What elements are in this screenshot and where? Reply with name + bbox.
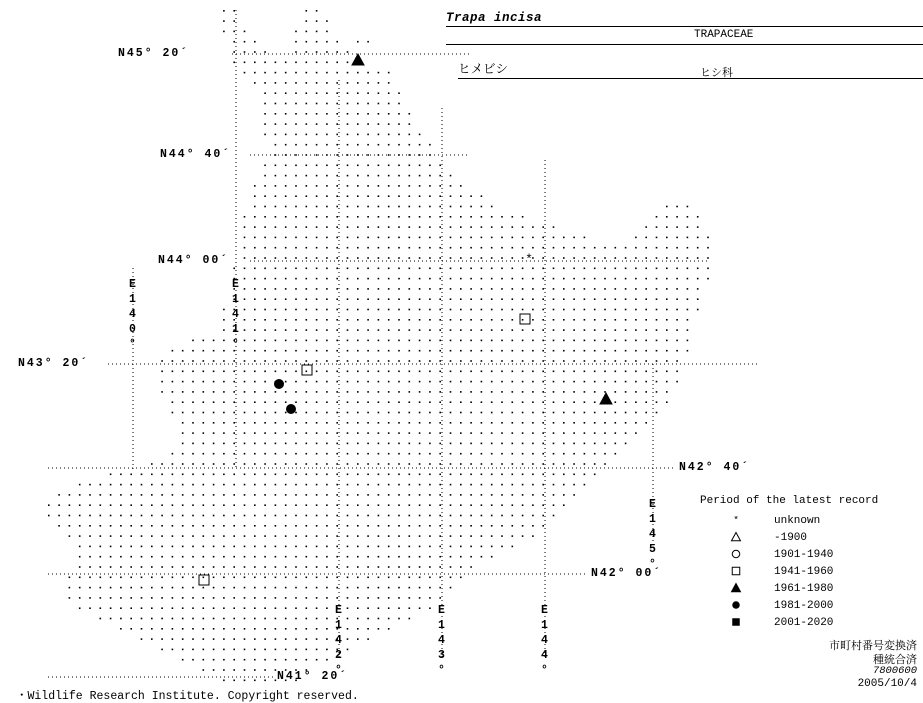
legend-label-unknown: unknown: [774, 515, 821, 527]
lon-label-e145: E145°: [646, 498, 659, 573]
legend-label-1981-2000: 1981-2000: [774, 600, 834, 612]
species-scientific-name: Trapa incisa: [446, 11, 543, 25]
legend-label-1901-1940: 1901-1940: [774, 549, 834, 561]
legend-symbol-filled-square-marker: [732, 618, 740, 626]
record-filled-circle-marker: [286, 404, 296, 414]
lat-label-n4120: N41° 20´: [277, 670, 349, 683]
copyright-notice: ・Wildlife Research Institute. Copyright reserved.: [16, 690, 359, 703]
lon-label-e143: E143°: [435, 604, 448, 679]
lon-label-e140: E140°: [126, 278, 139, 353]
legend-label-2001-2020: 2001-2020: [774, 617, 834, 629]
family-japanese-name: ヒシ科: [700, 66, 733, 79]
legend-label-1961-1980: 1961-1980: [774, 583, 834, 595]
legend-symbol-open-triangle-marker: [732, 533, 741, 541]
family-latin-name: TRAPACEAE: [694, 29, 754, 41]
legend-label-1941-1960: 1941-1960: [774, 566, 834, 578]
legend-label-pre1900: -1900: [774, 532, 808, 544]
legend-symbol-filled-triangle-marker: [732, 584, 741, 592]
record-filled-triangle-marker: [600, 393, 612, 404]
footer-note-2: 種統合済: [873, 653, 917, 666]
header-rule-1: [446, 26, 923, 27]
footer-note-1: 市町村番号変換済: [829, 639, 917, 652]
lat-label-n4440: N44° 40´: [160, 148, 232, 161]
record-filled-circle-marker: [274, 379, 284, 389]
footer-date: 2005/10/4: [857, 678, 917, 690]
record-filled-triangle-marker: [352, 54, 364, 65]
legend-title: Period of the latest record: [700, 495, 879, 507]
legend-symbol-filled-circle-marker: [732, 601, 740, 609]
lon-label-e141: E141°: [229, 278, 242, 353]
header-rule-2: [446, 44, 923, 45]
legend-symbol-open-square-marker: [732, 567, 740, 575]
lon-label-e144: E144°: [538, 604, 551, 679]
legend-symbol-open-circle-marker: [732, 550, 740, 558]
legend-box: [726, 515, 916, 629]
lat-label-n4320: N43° 20´: [18, 357, 90, 370]
record-open-square-marker: [302, 365, 312, 375]
record-open-square-marker: [520, 314, 530, 324]
lon-label-e142: E142°: [332, 604, 345, 679]
lat-label-n4200: N42° 00´: [591, 567, 663, 580]
lat-label-n4520: N45° 20´: [118, 47, 190, 60]
header-rule-3: [458, 78, 923, 79]
legend-symbol-unknown-marker: *: [733, 516, 739, 526]
species-japanese-name: ヒメビシ: [458, 61, 509, 76]
footer-code: 7800600: [872, 665, 917, 677]
lat-label-n4400: N44° 00´: [158, 254, 230, 267]
record-unknown-marker: *: [525, 252, 533, 267]
lat-label-n4240: N42° 40´: [679, 461, 751, 474]
